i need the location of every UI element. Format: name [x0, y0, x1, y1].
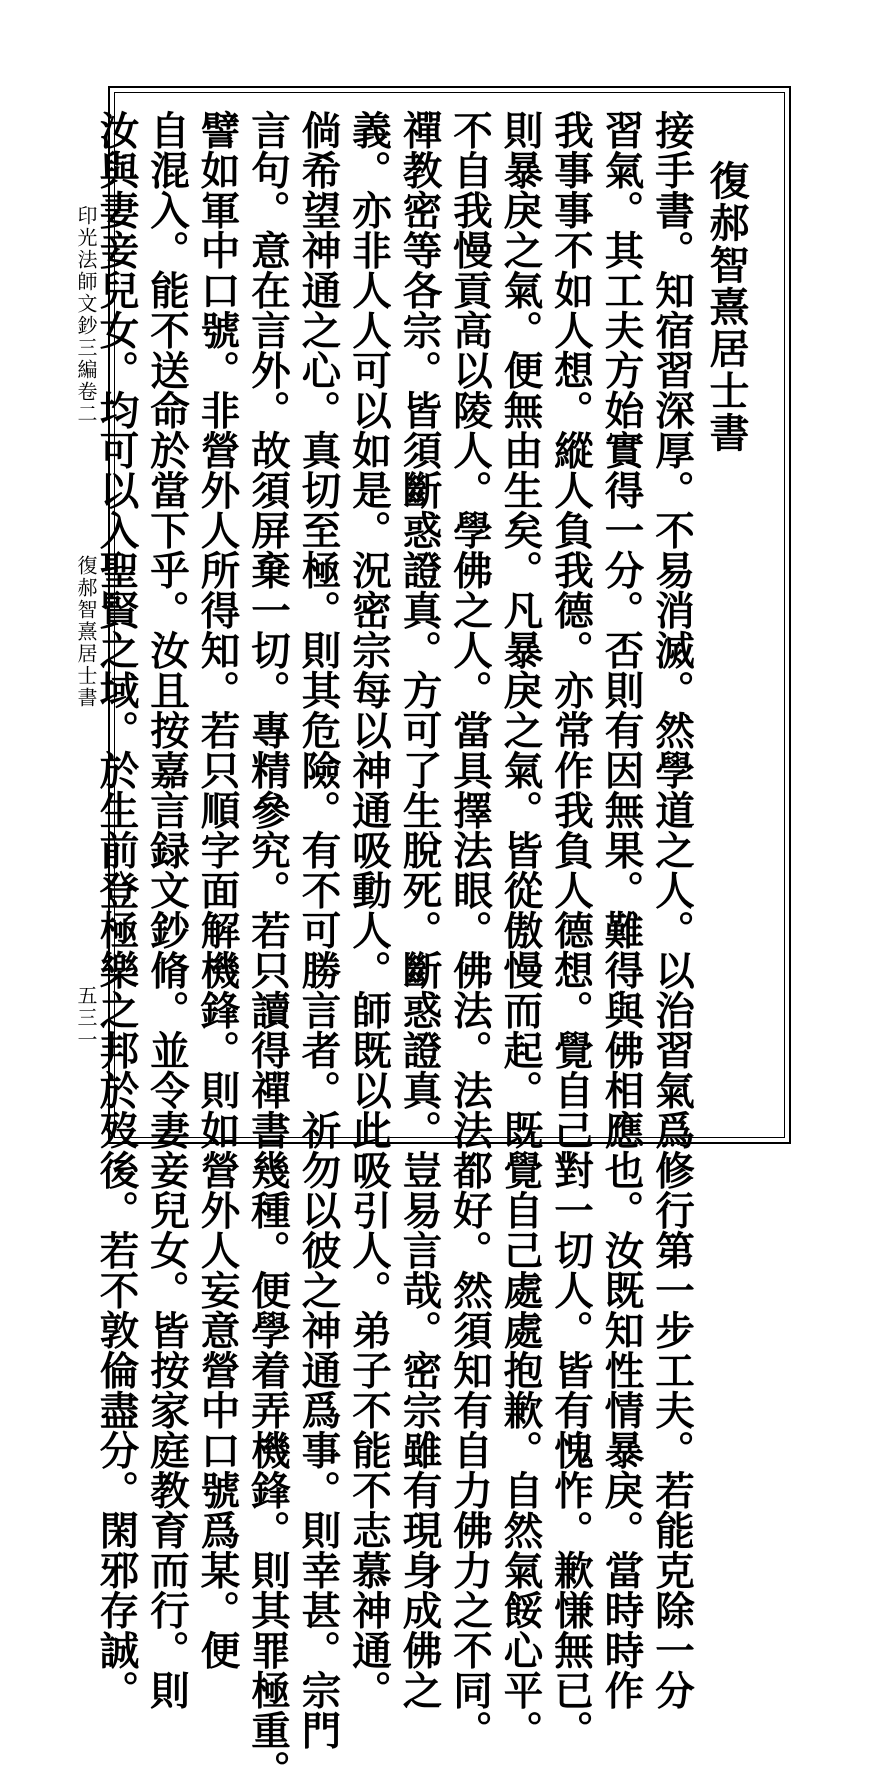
chapter-title: 復郝智熹居士書 [74, 555, 98, 709]
page-number: 五三一 [74, 985, 98, 1051]
text-column: 我事事不如人想。縱人負我德。亦常作我負人德想。覺自己對一切人。皆有愧怍。歉慊無已。 [548, 110, 594, 1750]
text-column: 倘希望神通之心。真切至極。則其危險。有不可勝言者。祈勿以彼之神通爲事。則幸甚。宗門 [295, 110, 342, 1750]
text-column: 言句。意在言外。故須屏棄一切。專精參究。若只讀得禪書幾種。便學着弄機鋒。則其罪極重。 [245, 110, 291, 1790]
text-column: 不自我慢貢高以陵人。學佛之人。當具擇法眼。佛法。法法都好。然須知有自力佛力之不同。 [447, 110, 493, 1750]
text-column: 禪教密等各宗。皆須斷惑證真。方可了生脫死。斷惑證真。豈易言哉。密宗雖有現身成佛之 [396, 110, 443, 1710]
article-body [91, 110, 755, 1790]
text-column: 則暴戾之氣。便無由生矣。凡暴戾之氣。皆從傲慢而起。既覺自己處處抱歉。自然氣餒心平。 [497, 110, 544, 1750]
text-column: 接手書。知宿習深厚。不易消滅。然學道之人。以治習氣爲修行第一步工夫。若能克除一分 [649, 110, 695, 1710]
text-column: 汝與妻妾兒女。均可以入聖賢之域。於生前登極樂之邦於歿後。若不敦倫盡分。閑邪存誠。 [93, 110, 140, 1710]
text-column: 習氣。其工夫方始實得一分。否則有因無果。難得與佛相應也。汝既知性情暴戾。當時時作 [598, 110, 645, 1710]
text-column: 自混入。能不送命於當下乎。汝且按嘉言録文鈔脩。並令妻妾兒女。皆按家庭教育而行。則 [144, 110, 190, 1710]
text-column: 譬如軍中口號。非營外人所得知。若只順字面解機鋒。則如營外人妄意營中口號爲某。便 [194, 110, 241, 1670]
text-column: 義。亦非人人可以如是。況密宗每以神通吸動人。師既以此吸引人。弟子不能不志慕神通。 [346, 110, 392, 1710]
book-title: 印光法師文鈔三編卷二 [74, 205, 98, 425]
article-title: 復郝智熹居士書 [703, 160, 750, 454]
